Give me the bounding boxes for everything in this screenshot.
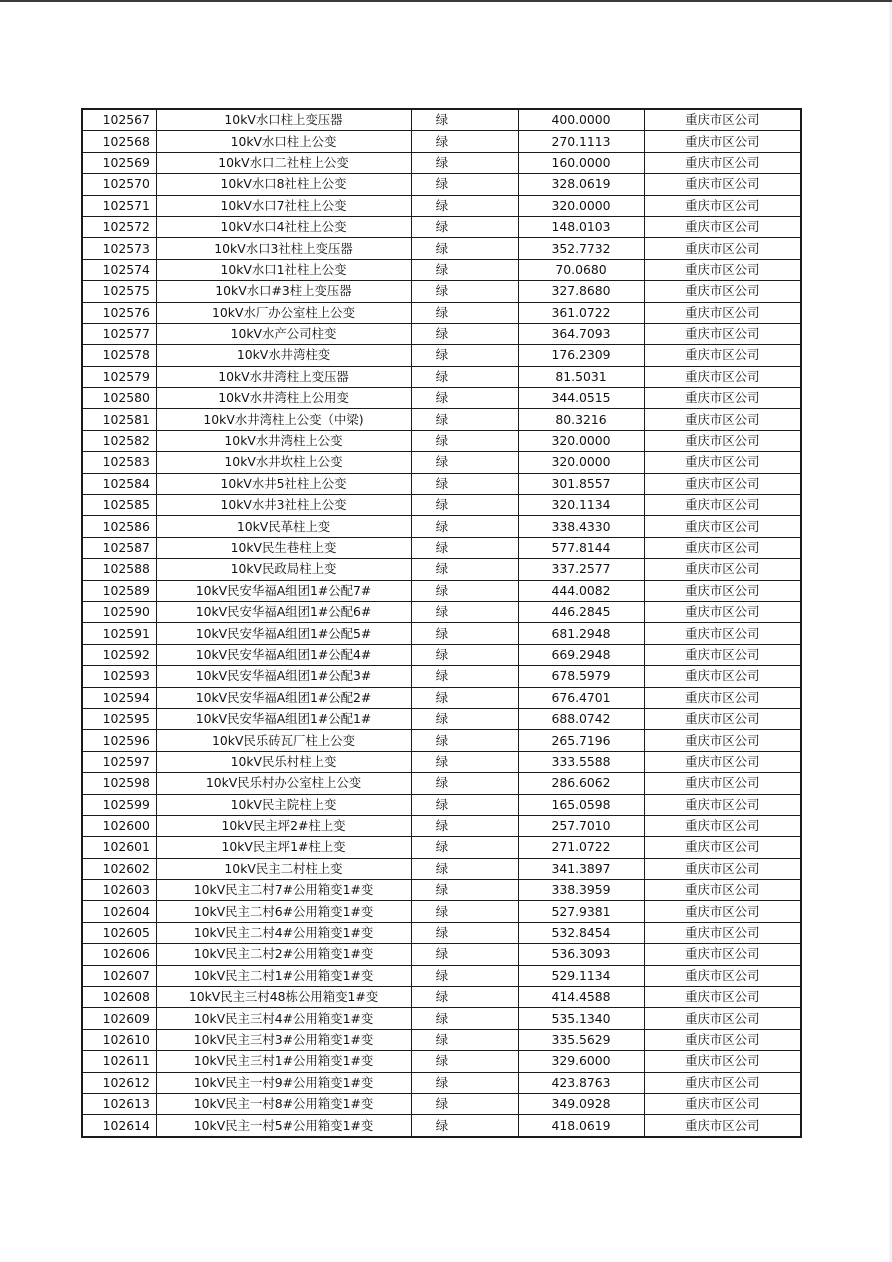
row-id-cell: 102598 xyxy=(82,773,156,794)
table-row xyxy=(82,1029,801,1050)
row-id-cell: 102595 xyxy=(82,708,156,729)
row-status-cell: 绿 xyxy=(411,858,518,879)
row-value-cell: 286.6062 xyxy=(518,773,644,794)
row-name-cell: 10kV水口1社柱上公变 xyxy=(156,259,411,280)
table-row xyxy=(82,559,801,580)
row-name-cell: 10kV水口3社柱上变压器 xyxy=(156,238,411,259)
table-row xyxy=(82,109,801,131)
row-value-cell: 400.0000 xyxy=(518,109,644,131)
row-status-cell: 绿 xyxy=(411,174,518,195)
row-status-cell: 绿 xyxy=(411,601,518,622)
row-value-cell: 529.1134 xyxy=(518,965,644,986)
page-top-rule xyxy=(0,0,892,2)
table-row xyxy=(82,922,801,943)
row-value-cell: 165.0598 xyxy=(518,794,644,815)
row-id-cell: 102576 xyxy=(82,302,156,323)
row-id-cell: 102588 xyxy=(82,559,156,580)
row-name-cell: 10kV水口8社柱上公变 xyxy=(156,174,411,195)
table-row xyxy=(82,281,801,302)
table-row xyxy=(82,623,801,644)
row-value-cell: 176.2309 xyxy=(518,345,644,366)
row-value-cell: 328.0619 xyxy=(518,174,644,195)
row-company-cell: 重庆市区公司 xyxy=(644,751,801,772)
table-row xyxy=(82,815,801,836)
table-row xyxy=(82,388,801,409)
row-value-cell: 344.0515 xyxy=(518,388,644,409)
table-row xyxy=(82,901,801,922)
row-status-cell: 绿 xyxy=(411,131,518,152)
row-company-cell: 重庆市区公司 xyxy=(644,922,801,943)
row-value-cell: 527.9381 xyxy=(518,901,644,922)
row-name-cell: 10kV水口二社柱上公变 xyxy=(156,152,411,173)
table-row xyxy=(82,965,801,986)
table-row xyxy=(82,880,801,901)
row-id-cell: 102571 xyxy=(82,195,156,216)
row-company-cell: 重庆市区公司 xyxy=(644,1093,801,1114)
row-status-cell: 绿 xyxy=(411,1093,518,1114)
row-name-cell: 10kV水井湾柱上公用变 xyxy=(156,388,411,409)
table-row xyxy=(82,751,801,772)
row-status-cell: 绿 xyxy=(411,730,518,751)
row-status-cell: 绿 xyxy=(411,580,518,601)
row-value-cell: 270.1113 xyxy=(518,131,644,152)
row-company-cell: 重庆市区公司 xyxy=(644,473,801,494)
row-company-cell: 重庆市区公司 xyxy=(644,794,801,815)
row-status-cell: 绿 xyxy=(411,516,518,537)
row-id-cell: 102586 xyxy=(82,516,156,537)
row-name-cell: 10kV民乐砖瓦厂柱上公变 xyxy=(156,730,411,751)
row-company-cell: 重庆市区公司 xyxy=(644,559,801,580)
row-status-cell: 绿 xyxy=(411,495,518,516)
table-row xyxy=(82,366,801,387)
row-status-cell: 绿 xyxy=(411,559,518,580)
row-name-cell: 10kV水产公司柱变 xyxy=(156,323,411,344)
row-id-cell: 102585 xyxy=(82,495,156,516)
table-row xyxy=(82,601,801,622)
row-value-cell: 329.6000 xyxy=(518,1051,644,1072)
row-status-cell: 绿 xyxy=(411,794,518,815)
row-name-cell: 10kV民主坪1#柱上变 xyxy=(156,837,411,858)
row-status-cell: 绿 xyxy=(411,1051,518,1072)
row-id-cell: 102569 xyxy=(82,152,156,173)
row-company-cell: 重庆市区公司 xyxy=(644,773,801,794)
row-name-cell: 10kV民主二村2#公用箱变1#变 xyxy=(156,944,411,965)
row-company-cell: 重庆市区公司 xyxy=(644,302,801,323)
row-company-cell: 重庆市区公司 xyxy=(644,965,801,986)
row-company-cell: 重庆市区公司 xyxy=(644,987,801,1008)
row-company-cell: 重庆市区公司 xyxy=(644,837,801,858)
row-company-cell: 重庆市区公司 xyxy=(644,516,801,537)
table-row xyxy=(82,131,801,152)
row-company-cell: 重庆市区公司 xyxy=(644,131,801,152)
row-company-cell: 重庆市区公司 xyxy=(644,901,801,922)
row-company-cell: 重庆市区公司 xyxy=(644,623,801,644)
row-status-cell: 绿 xyxy=(411,345,518,366)
row-status-cell: 绿 xyxy=(411,751,518,772)
row-value-cell: 301.8557 xyxy=(518,473,644,494)
row-value-cell: 148.0103 xyxy=(518,216,644,237)
table-row xyxy=(82,174,801,195)
row-company-cell: 重庆市区公司 xyxy=(644,708,801,729)
row-status-cell: 绿 xyxy=(411,323,518,344)
table-row xyxy=(82,644,801,665)
row-value-cell: 320.0000 xyxy=(518,452,644,473)
row-value-cell: 577.8144 xyxy=(518,537,644,558)
row-status-cell: 绿 xyxy=(411,1115,518,1137)
row-status-cell: 绿 xyxy=(411,281,518,302)
row-id-cell: 102602 xyxy=(82,858,156,879)
row-company-cell: 重庆市区公司 xyxy=(644,109,801,131)
row-name-cell: 10kV民主二村柱上变 xyxy=(156,858,411,879)
row-name-cell: 10kV民主一村5#公用箱变1#变 xyxy=(156,1115,411,1137)
table-row xyxy=(82,580,801,601)
row-company-cell: 重庆市区公司 xyxy=(644,730,801,751)
row-value-cell: 320.0000 xyxy=(518,430,644,451)
row-value-cell: 364.7093 xyxy=(518,323,644,344)
row-company-cell: 重庆市区公司 xyxy=(644,858,801,879)
row-status-cell: 绿 xyxy=(411,109,518,131)
row-status-cell: 绿 xyxy=(411,216,518,237)
row-status-cell: 绿 xyxy=(411,644,518,665)
table-row xyxy=(82,409,801,430)
row-id-cell: 102592 xyxy=(82,644,156,665)
row-name-cell: 10kV民安华福A组团1#公配7# xyxy=(156,580,411,601)
table-row xyxy=(82,430,801,451)
row-status-cell: 绿 xyxy=(411,987,518,1008)
row-value-cell: 335.5629 xyxy=(518,1029,644,1050)
row-id-cell: 102609 xyxy=(82,1008,156,1029)
row-value-cell: 337.2577 xyxy=(518,559,644,580)
row-value-cell: 688.0742 xyxy=(518,708,644,729)
row-company-cell: 重庆市区公司 xyxy=(644,259,801,280)
row-name-cell: 10kV民主一村8#公用箱变1#变 xyxy=(156,1093,411,1114)
table-row xyxy=(82,345,801,366)
table-row xyxy=(82,666,801,687)
table-row xyxy=(82,238,801,259)
row-company-cell: 重庆市区公司 xyxy=(644,388,801,409)
row-value-cell: 444.0082 xyxy=(518,580,644,601)
row-name-cell: 10kV民安华福A组团1#公配3# xyxy=(156,666,411,687)
table-row xyxy=(82,987,801,1008)
row-name-cell: 10kV民安华福A组团1#公配6# xyxy=(156,601,411,622)
row-value-cell: 341.3897 xyxy=(518,858,644,879)
table-row xyxy=(82,495,801,516)
row-company-cell: 重庆市区公司 xyxy=(644,944,801,965)
row-status-cell: 绿 xyxy=(411,152,518,173)
row-value-cell: 320.1134 xyxy=(518,495,644,516)
row-company-cell: 重庆市区公司 xyxy=(644,281,801,302)
row-id-cell: 102591 xyxy=(82,623,156,644)
row-name-cell: 10kV民主三村1#公用箱变1#变 xyxy=(156,1051,411,1072)
row-name-cell: 10kV民革柱上变 xyxy=(156,516,411,537)
row-id-cell: 102567 xyxy=(82,109,156,131)
table-row xyxy=(82,1115,801,1137)
row-status-cell: 绿 xyxy=(411,473,518,494)
row-value-cell: 681.2948 xyxy=(518,623,644,644)
row-status-cell: 绿 xyxy=(411,238,518,259)
table-row xyxy=(82,473,801,494)
row-id-cell: 102601 xyxy=(82,837,156,858)
row-value-cell: 361.0722 xyxy=(518,302,644,323)
row-id-cell: 102593 xyxy=(82,666,156,687)
row-company-cell: 重庆市区公司 xyxy=(644,537,801,558)
row-value-cell: 327.8680 xyxy=(518,281,644,302)
row-value-cell: 333.5588 xyxy=(518,751,644,772)
row-status-cell: 绿 xyxy=(411,815,518,836)
row-company-cell: 重庆市区公司 xyxy=(644,1115,801,1137)
row-status-cell: 绿 xyxy=(411,259,518,280)
row-id-cell: 102610 xyxy=(82,1029,156,1050)
row-company-cell: 重庆市区公司 xyxy=(644,195,801,216)
row-value-cell: 423.8763 xyxy=(518,1072,644,1093)
row-name-cell: 10kV水口4社柱上公变 xyxy=(156,216,411,237)
row-id-cell: 102603 xyxy=(82,880,156,901)
row-status-cell: 绿 xyxy=(411,1072,518,1093)
row-id-cell: 102584 xyxy=(82,473,156,494)
row-id-cell: 102580 xyxy=(82,388,156,409)
row-company-cell: 重庆市区公司 xyxy=(644,880,801,901)
row-name-cell: 10kV水井湾柱上变压器 xyxy=(156,366,411,387)
row-name-cell: 10kV水口#3柱上变压器 xyxy=(156,281,411,302)
row-id-cell: 102605 xyxy=(82,922,156,943)
row-name-cell: 10kV水井湾柱上公变 xyxy=(156,430,411,451)
row-name-cell: 10kV民安华福A组团1#公配2# xyxy=(156,687,411,708)
row-value-cell: 271.0722 xyxy=(518,837,644,858)
table-row xyxy=(82,152,801,173)
row-id-cell: 102608 xyxy=(82,987,156,1008)
data-table xyxy=(81,108,802,1138)
row-company-cell: 重庆市区公司 xyxy=(644,580,801,601)
row-value-cell: 532.8454 xyxy=(518,922,644,943)
row-id-cell: 102582 xyxy=(82,430,156,451)
row-company-cell: 重庆市区公司 xyxy=(644,1072,801,1093)
row-name-cell: 10kV民乐村办公室柱上公变 xyxy=(156,773,411,794)
row-value-cell: 81.5031 xyxy=(518,366,644,387)
row-id-cell: 102575 xyxy=(82,281,156,302)
row-name-cell: 10kV水口7社柱上公变 xyxy=(156,195,411,216)
row-status-cell: 绿 xyxy=(411,430,518,451)
row-status-cell: 绿 xyxy=(411,965,518,986)
row-id-cell: 102611 xyxy=(82,1051,156,1072)
row-id-cell: 102596 xyxy=(82,730,156,751)
row-name-cell: 10kV民安华福A组团1#公配5# xyxy=(156,623,411,644)
row-value-cell: 349.0928 xyxy=(518,1093,644,1114)
row-name-cell: 10kV水井3社柱上公变 xyxy=(156,495,411,516)
row-status-cell: 绿 xyxy=(411,944,518,965)
table-row xyxy=(82,1072,801,1093)
row-id-cell: 102581 xyxy=(82,409,156,430)
row-name-cell: 10kV民主三村48栋公用箱变1#变 xyxy=(156,987,411,1008)
row-id-cell: 102600 xyxy=(82,815,156,836)
row-company-cell: 重庆市区公司 xyxy=(644,238,801,259)
row-id-cell: 102587 xyxy=(82,537,156,558)
row-id-cell: 102579 xyxy=(82,366,156,387)
row-company-cell: 重庆市区公司 xyxy=(644,345,801,366)
row-id-cell: 102589 xyxy=(82,580,156,601)
row-value-cell: 352.7732 xyxy=(518,238,644,259)
row-id-cell: 102614 xyxy=(82,1115,156,1137)
row-status-cell: 绿 xyxy=(411,537,518,558)
row-status-cell: 绿 xyxy=(411,837,518,858)
row-status-cell: 绿 xyxy=(411,388,518,409)
row-company-cell: 重庆市区公司 xyxy=(644,1008,801,1029)
row-company-cell: 重庆市区公司 xyxy=(644,366,801,387)
row-value-cell: 535.1340 xyxy=(518,1008,644,1029)
table-row xyxy=(82,730,801,751)
row-id-cell: 102594 xyxy=(82,687,156,708)
row-value-cell: 70.0680 xyxy=(518,259,644,280)
row-name-cell: 10kV民安华福A组团1#公配4# xyxy=(156,644,411,665)
table-row xyxy=(82,323,801,344)
row-status-cell: 绿 xyxy=(411,452,518,473)
row-id-cell: 102612 xyxy=(82,1072,156,1093)
row-name-cell: 10kV水井5社柱上公变 xyxy=(156,473,411,494)
row-company-cell: 重庆市区公司 xyxy=(644,815,801,836)
table-row xyxy=(82,1008,801,1029)
row-status-cell: 绿 xyxy=(411,302,518,323)
table-row xyxy=(82,794,801,815)
row-id-cell: 102583 xyxy=(82,452,156,473)
row-status-cell: 绿 xyxy=(411,922,518,943)
row-id-cell: 102597 xyxy=(82,751,156,772)
row-status-cell: 绿 xyxy=(411,623,518,644)
row-status-cell: 绿 xyxy=(411,901,518,922)
row-company-cell: 重庆市区公司 xyxy=(644,601,801,622)
row-value-cell: 678.5979 xyxy=(518,666,644,687)
row-name-cell: 10kV民安华福A组团1#公配1# xyxy=(156,708,411,729)
row-value-cell: 160.0000 xyxy=(518,152,644,173)
row-name-cell: 10kV民生巷柱上变 xyxy=(156,537,411,558)
row-name-cell: 10kV民主一村9#公用箱变1#变 xyxy=(156,1072,411,1093)
row-status-cell: 绿 xyxy=(411,409,518,430)
row-id-cell: 102574 xyxy=(82,259,156,280)
row-id-cell: 102573 xyxy=(82,238,156,259)
table-row xyxy=(82,1093,801,1114)
table-row xyxy=(82,773,801,794)
table-row xyxy=(82,302,801,323)
row-value-cell: 338.3959 xyxy=(518,880,644,901)
row-name-cell: 10kV民主坪2#柱上变 xyxy=(156,815,411,836)
row-value-cell: 265.7196 xyxy=(518,730,644,751)
row-status-cell: 绿 xyxy=(411,687,518,708)
row-id-cell: 102578 xyxy=(82,345,156,366)
row-name-cell: 10kV民主二村4#公用箱变1#变 xyxy=(156,922,411,943)
row-name-cell: 10kV民主三村4#公用箱变1#变 xyxy=(156,1008,411,1029)
table-row xyxy=(82,1051,801,1072)
row-name-cell: 10kV水井湾柱变 xyxy=(156,345,411,366)
table-row xyxy=(82,687,801,708)
row-name-cell: 10kV民主三村3#公用箱变1#变 xyxy=(156,1029,411,1050)
row-name-cell: 10kV民主二村1#公用箱变1#变 xyxy=(156,965,411,986)
row-name-cell: 10kV民政局柱上变 xyxy=(156,559,411,580)
table-row xyxy=(82,195,801,216)
row-value-cell: 536.3093 xyxy=(518,944,644,965)
row-company-cell: 重庆市区公司 xyxy=(644,323,801,344)
row-value-cell: 418.0619 xyxy=(518,1115,644,1137)
row-status-cell: 绿 xyxy=(411,195,518,216)
row-id-cell: 102570 xyxy=(82,174,156,195)
row-name-cell: 10kV民主院柱上变 xyxy=(156,794,411,815)
row-company-cell: 重庆市区公司 xyxy=(644,644,801,665)
row-company-cell: 重庆市区公司 xyxy=(644,409,801,430)
row-name-cell: 10kV民乐村柱上变 xyxy=(156,751,411,772)
row-company-cell: 重庆市区公司 xyxy=(644,216,801,237)
row-company-cell: 重庆市区公司 xyxy=(644,430,801,451)
row-status-cell: 绿 xyxy=(411,708,518,729)
row-id-cell: 102607 xyxy=(82,965,156,986)
row-value-cell: 669.2948 xyxy=(518,644,644,665)
row-id-cell: 102572 xyxy=(82,216,156,237)
table-row xyxy=(82,858,801,879)
table-row xyxy=(82,216,801,237)
row-id-cell: 102604 xyxy=(82,901,156,922)
table-row xyxy=(82,537,801,558)
row-status-cell: 绿 xyxy=(411,366,518,387)
row-name-cell: 10kV水口柱上公变 xyxy=(156,131,411,152)
row-company-cell: 重庆市区公司 xyxy=(644,495,801,516)
row-name-cell: 10kV民主二村6#公用箱变1#变 xyxy=(156,901,411,922)
row-company-cell: 重庆市区公司 xyxy=(644,666,801,687)
row-id-cell: 102577 xyxy=(82,323,156,344)
row-name-cell: 10kV水口柱上变压器 xyxy=(156,109,411,131)
row-id-cell: 102613 xyxy=(82,1093,156,1114)
row-value-cell: 338.4330 xyxy=(518,516,644,537)
row-company-cell: 重庆市区公司 xyxy=(644,174,801,195)
row-company-cell: 重庆市区公司 xyxy=(644,152,801,173)
row-status-cell: 绿 xyxy=(411,1008,518,1029)
row-value-cell: 257.7010 xyxy=(518,815,644,836)
row-company-cell: 重庆市区公司 xyxy=(644,1051,801,1072)
row-company-cell: 重庆市区公司 xyxy=(644,452,801,473)
row-company-cell: 重庆市区公司 xyxy=(644,1029,801,1050)
row-name-cell: 10kV民主二村7#公用箱变1#变 xyxy=(156,880,411,901)
row-id-cell: 102606 xyxy=(82,944,156,965)
row-value-cell: 676.4701 xyxy=(518,687,644,708)
table-row xyxy=(82,708,801,729)
table-row xyxy=(82,837,801,858)
row-value-cell: 80.3216 xyxy=(518,409,644,430)
row-status-cell: 绿 xyxy=(411,880,518,901)
row-value-cell: 446.2845 xyxy=(518,601,644,622)
row-id-cell: 102599 xyxy=(82,794,156,815)
row-id-cell: 102568 xyxy=(82,131,156,152)
row-name-cell: 10kV水井坎柱上公变 xyxy=(156,452,411,473)
row-id-cell: 102590 xyxy=(82,601,156,622)
table-body xyxy=(82,109,801,1137)
row-name-cell: 10kV水厂办公室柱上公变 xyxy=(156,302,411,323)
table-row xyxy=(82,516,801,537)
table-row xyxy=(82,944,801,965)
table-row xyxy=(82,452,801,473)
row-status-cell: 绿 xyxy=(411,773,518,794)
row-value-cell: 414.4588 xyxy=(518,987,644,1008)
row-status-cell: 绿 xyxy=(411,666,518,687)
row-name-cell: 10kV水井湾柱上公变（中梁) xyxy=(156,409,411,430)
row-company-cell: 重庆市区公司 xyxy=(644,687,801,708)
row-status-cell: 绿 xyxy=(411,1029,518,1050)
table-row xyxy=(82,259,801,280)
row-value-cell: 320.0000 xyxy=(518,195,644,216)
